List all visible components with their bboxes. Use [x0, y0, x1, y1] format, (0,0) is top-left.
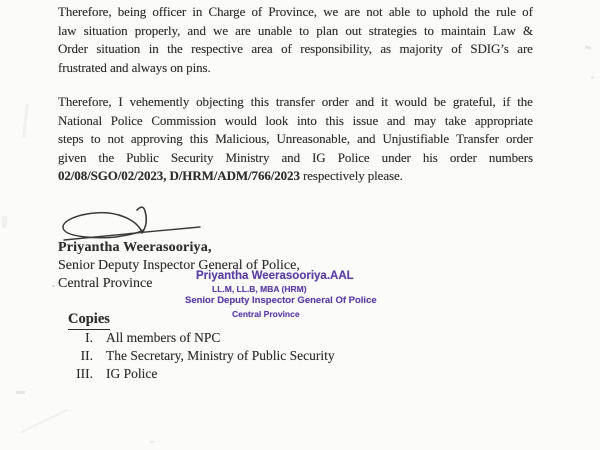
paragraph-1-line: law situation properly, and we are unable to plan out strategies to maintain Law &: [58, 22, 533, 38]
copies-item: [57, 330, 220, 346]
paragraph-1-line: Order situation in the respective area of responsibility, as majority of SDIG’s are: [58, 41, 533, 57]
copies-item: [57, 366, 157, 382]
scan-artifact: [22, 104, 29, 138]
copies-item-text: The Secretary, Ministry of Public Security: [106, 348, 335, 363]
paragraph-1-line: Therefore, being officer in Charge of Province, we are not able to uphold the rule of: [58, 4, 533, 19]
scan-artifact: [150, 441, 155, 443]
stamp-qualifications-line: LL.M, LL.B, MBA (HRM): [212, 284, 307, 294]
signatory-name: Priyantha Weerasooriya,: [58, 240, 212, 255]
scan-artifact: [2, 216, 7, 228]
paragraph-2: [58, 93, 533, 186]
paragraph-2-last-line: [58, 167, 533, 186]
copies-item-numeral: I.: [85, 330, 93, 345]
stamp-location-line: Central Province: [232, 309, 300, 319]
scan-artifact: [20, 409, 68, 434]
paragraph-2-line: National Police Commission would look into this issue and may take appropriate: [58, 112, 533, 128]
paragraph-2-line: steps to not approving this Malicious, Unreasonable, and Unjustifiable Transfer order: [58, 131, 533, 147]
copies-item-text: All members of NPC: [106, 330, 221, 345]
paragraph-1-last-line: frustrated and always on pins.: [58, 59, 211, 75]
paragraph-2-line: given the Public Security Ministry and IG Police under his order numbers: [58, 149, 533, 165]
copies-item-numeral: II.: [80, 348, 93, 363]
paragraph-1: [58, 3, 533, 77]
stamp-name-line: Priyantha Weerasooriya.AAL: [196, 270, 354, 282]
copies-item: [57, 348, 335, 364]
signatory-location: Central Province: [58, 276, 153, 291]
copies-item-text: IG Police: [106, 366, 158, 381]
scan-artifact: [591, 76, 594, 79]
handwritten-signature: [50, 192, 210, 246]
order-numbers: 02/08/SGO/02/2023, D/HRM/ADM/766/2023: [58, 168, 300, 184]
paragraph-2-line: Therefore, I vehemently objecting this transfer order and it would be grateful, if the: [58, 94, 533, 109]
signatory-title: Senior Deputy Inspector General of Police,: [58, 258, 300, 273]
stamp-title-line: Senior Deputy Inspector General Of Police: [185, 295, 377, 306]
copies-item-numeral: III.: [76, 366, 93, 381]
scan-artifact: [585, 45, 592, 50]
scan-artifact: [52, 285, 55, 287]
paragraph-2-last-line-rest: respectively please.: [299, 168, 403, 184]
scan-artifact: [16, 391, 25, 394]
copies-heading: Copies: [68, 311, 110, 330]
